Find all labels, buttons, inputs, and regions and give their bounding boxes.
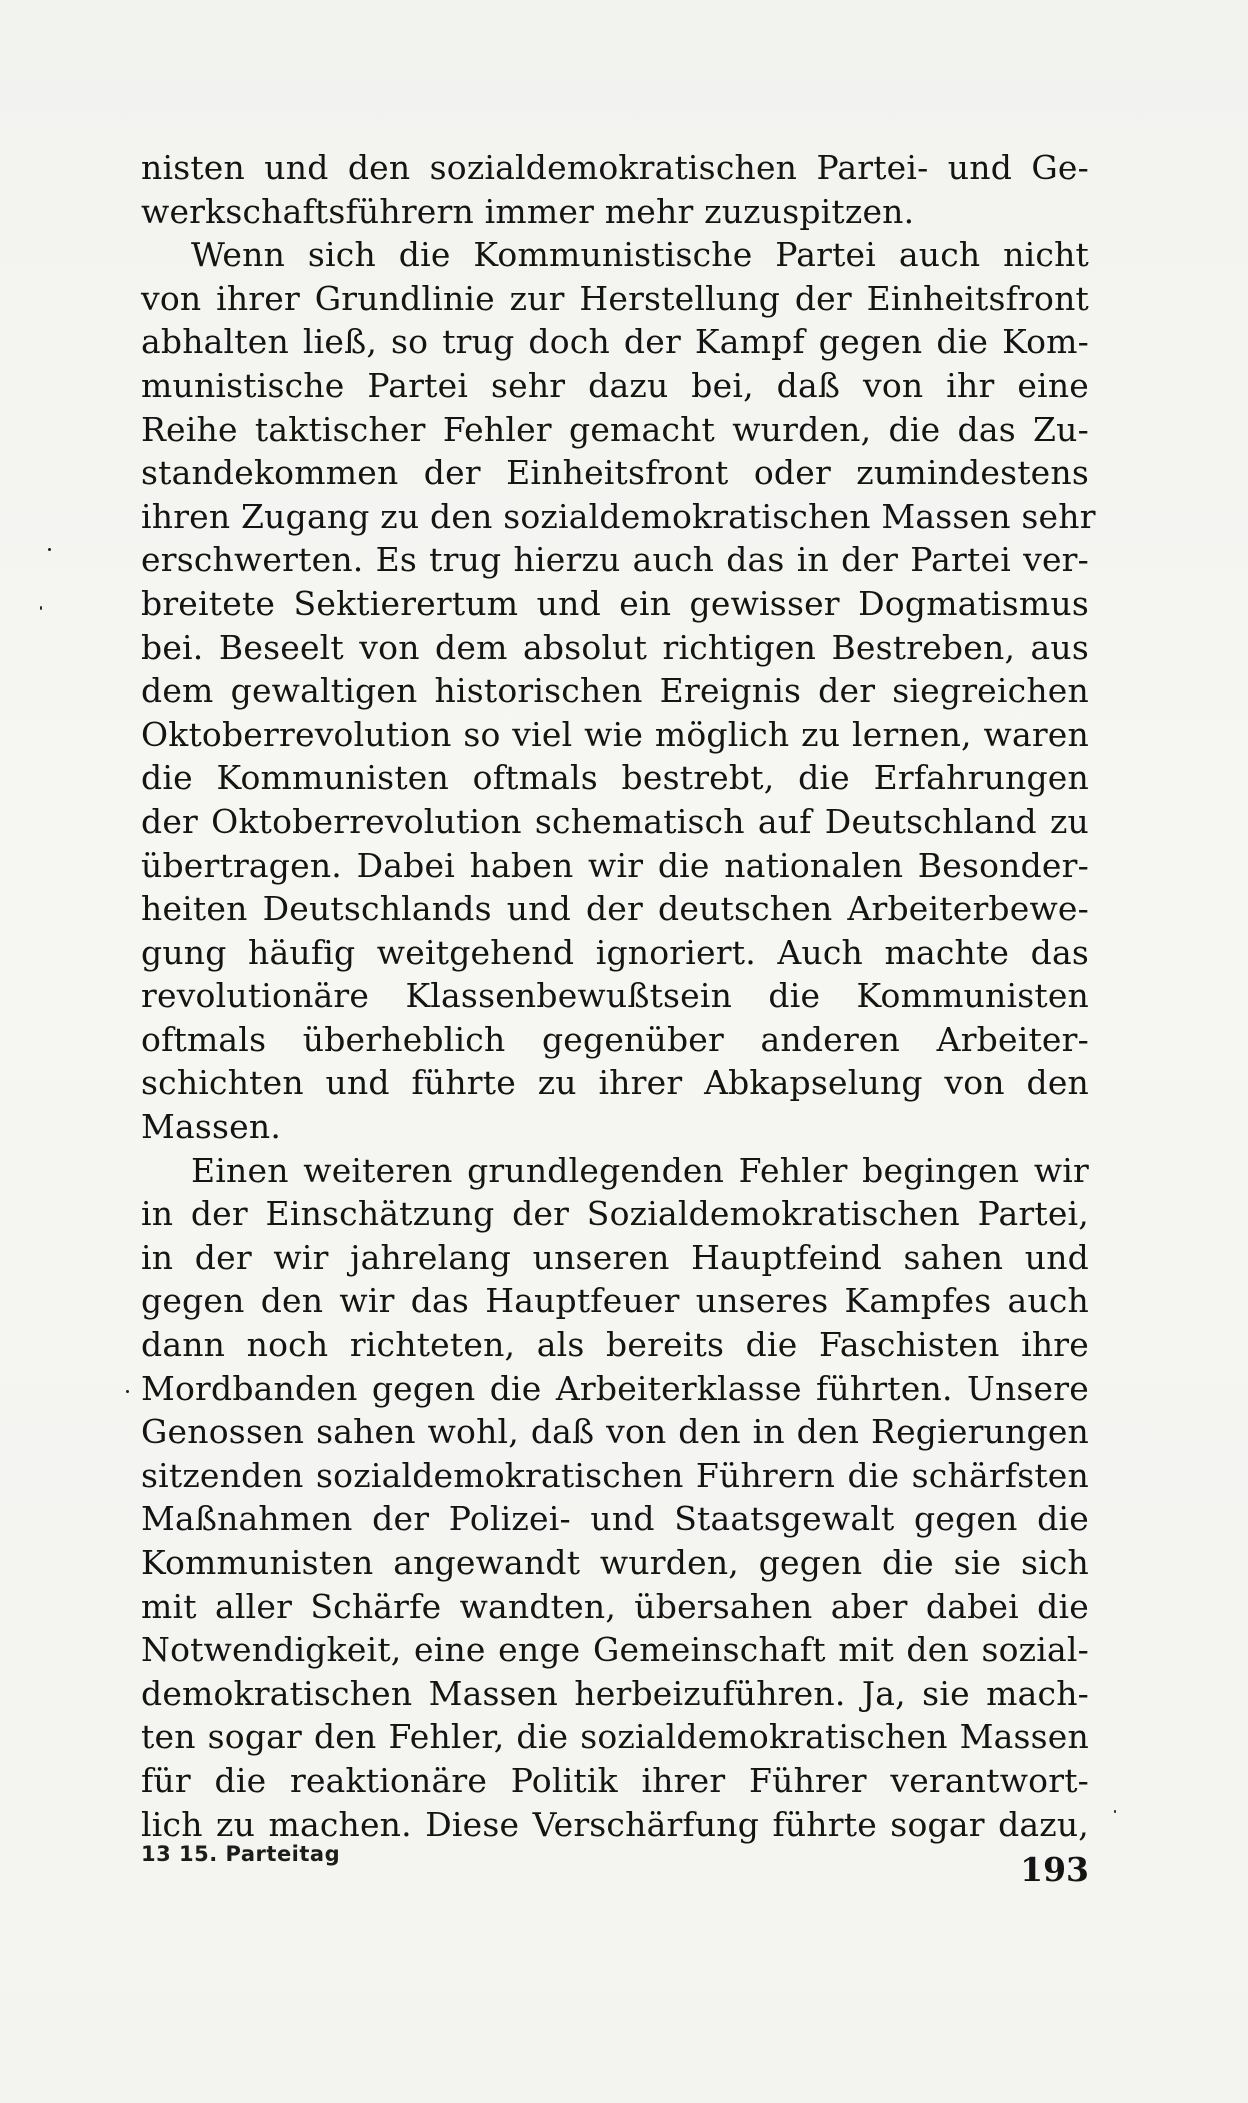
text-line: schichten und führte zu ihrer Abkapselung von den [141, 1063, 1089, 1103]
text-line: demokratischen Massen herbeizuführen. Ja, sie mach- [141, 1673, 1089, 1713]
text-line: Maßnahmen der Polizei- und Staatsgewalt gegen die [141, 1499, 1089, 1539]
text-line: Massen. [141, 1107, 282, 1147]
text-line: dann noch richteten, als bereits die Faschisten ihre [141, 1325, 1089, 1365]
text-line: ten sogar den Fehler, die sozialdemokratischen Massen [141, 1717, 1089, 1757]
text-line: übertragen. Dabei haben wir die nationalen Besonder- [141, 845, 1089, 885]
scan-speck [126, 1390, 129, 1393]
text-line: heiten Deutschlands und der deutschen Arbeiterbewe- [141, 889, 1089, 929]
scan-speck [48, 548, 51, 551]
text-line: der Oktoberrevolution schematisch auf Deutschland zu [141, 801, 1089, 841]
text-line: in der Einschätzung der Sozialdemokratischen Partei, [141, 1194, 1089, 1234]
body-text [141, 146, 1096, 1846]
text-line: erschwerten. Es trug hierzu auch das in der Partei ver- [141, 540, 1089, 580]
text-line: gegen den wir das Hauptfeuer unseres Kampfes auch [141, 1281, 1089, 1321]
text-line: werkschaftsführern immer mehr zuzuspitzen. [141, 191, 915, 231]
text-line: Notwendigkeit, eine enge Gemeinschaft mit den sozial- [141, 1630, 1089, 1670]
text-line: mit aller Schärfe wandten, übersahen aber dabei die [141, 1586, 1089, 1626]
text-line: munistische Partei sehr dazu bei, daß von ihr eine [141, 365, 1089, 405]
text-line: breitete Sektierertum und ein gewisser Dogmatismus [141, 583, 1089, 623]
text-line: abhalten ließ, so trug doch der Kampf gegen die Kom- [141, 322, 1089, 362]
text-line: revolutionäre Klassenbewußtsein die Kommunisten [141, 976, 1089, 1016]
text-line: standekommen der Einheitsfront oder zumindestens [141, 453, 1089, 493]
page-number: 193 [1020, 1850, 1089, 1889]
text-line: Kommunisten angewandt wurden, gegen die sie sich [141, 1543, 1089, 1582]
text-line: von ihrer Grundlinie zur Herstellung der Einheitsfront [141, 278, 1089, 318]
scan-speck [40, 606, 42, 610]
paragraph [141, 146, 1089, 233]
text-line: in der wir jahrelang unseren Hauptfeind sahen und [141, 1237, 1089, 1277]
text-line: Oktoberrevolution so viel wie möglich zu lernen, waren [141, 714, 1089, 754]
text-line: sitzenden sozialdemokratischen Führern die schärfsten [141, 1455, 1089, 1495]
paragraph [141, 233, 1096, 1148]
text-line: oftmals überheblich gegenüber anderen Arbeiter- [141, 1019, 1089, 1059]
text-line: Einen weiteren grundlegenden Fehler begingen wir [191, 1150, 1089, 1190]
printer-signature: 13 15. Parteitag [141, 1842, 341, 1866]
scan-speck [1114, 1810, 1116, 1813]
text-line: die Kommunisten oftmals bestrebt, die Erfahrungen [141, 758, 1089, 798]
text-line: für die reaktionäre Politik ihrer Führer verantwort- [141, 1760, 1089, 1800]
text-line: bei. Beseelt von dem absolut richtigen Bestreben, aus [141, 627, 1089, 667]
text-line: Genossen sahen wohl, daß von den in den Regierungen [141, 1412, 1089, 1452]
text-line: dem gewaltigen historischen Ereignis der siegreichen [141, 671, 1089, 711]
text-line: Reihe taktischer Fehler gemacht wurden, die das Zu- [141, 409, 1089, 449]
text-line: ihren Zugang zu den sozialdemokratischen Massen sehr [141, 496, 1096, 536]
text-line: nisten und den sozialdemokratischen Partei- und Ge- [141, 148, 1089, 187]
text-line: Mordbanden gegen die Arbeiterklasse führten. Unsere [141, 1368, 1089, 1408]
paragraph [141, 1149, 1089, 1847]
text-line: lich zu machen. Diese Verschärfung führte sogar dazu, [141, 1804, 1089, 1844]
page-footer [141, 1842, 1089, 1902]
text-line: Wenn sich die Kommunistische Partei auch nicht [191, 235, 1089, 275]
text-line: gung häufig weitgehend ignoriert. Auch machte das [141, 932, 1089, 972]
